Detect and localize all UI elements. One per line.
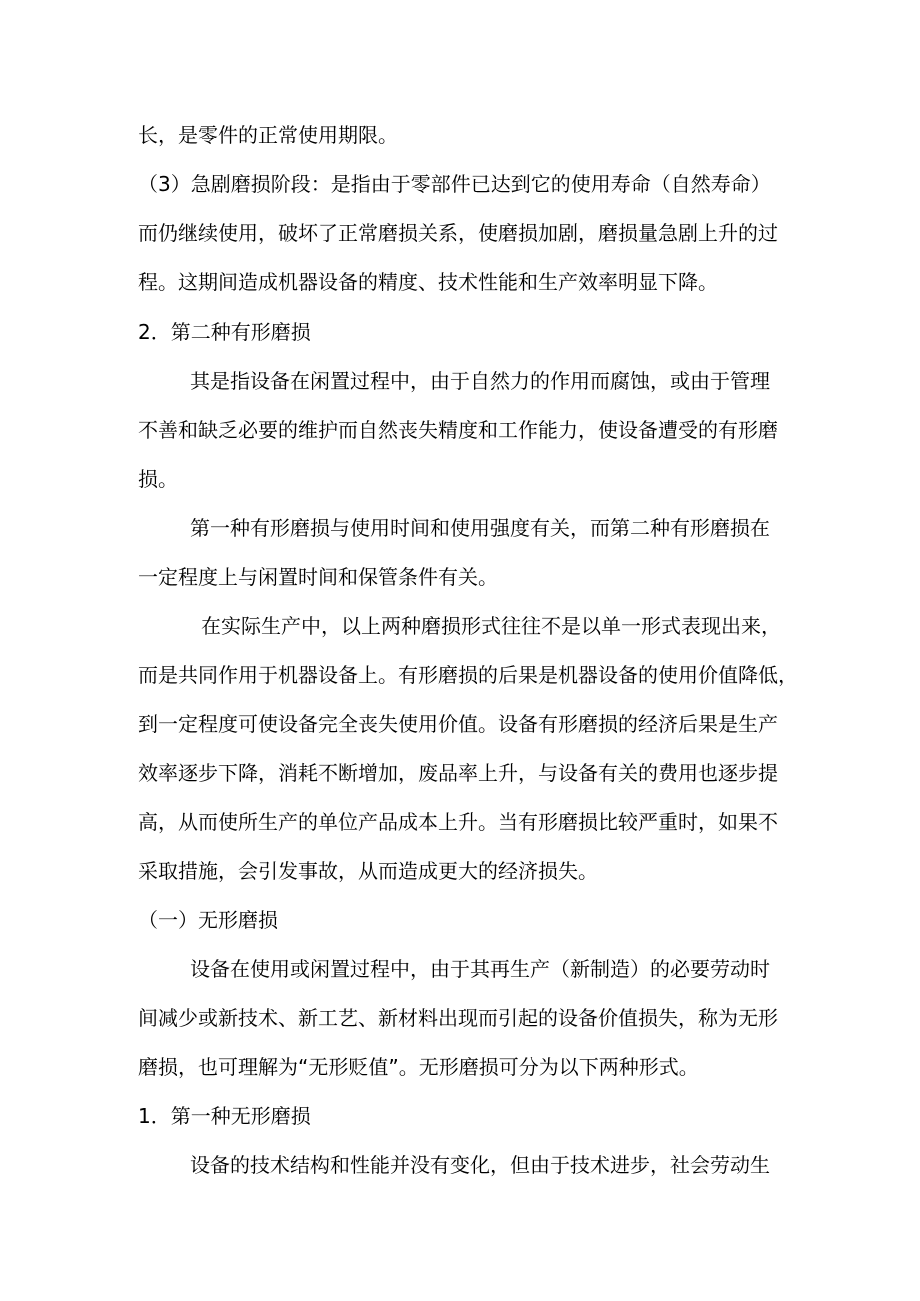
text-line: 不善和缺乏必要的维护而自然丧失精度和工作能力，使设备遭受的有形磨	[138, 418, 778, 442]
text-line: 采取措施，会引发事故，从而造成更大的经济损失。	[138, 859, 598, 883]
text-line: 其是指设备在闲置过程中，由于自然力的作用而腐蚀，或由于管理	[190, 369, 770, 393]
section-heading: 2．第二种有形磨损	[138, 320, 311, 344]
text-line: 而仍继续使用，破坏了正常磨损关系，使磨损加剧，磨损量急剧上升的过	[138, 221, 778, 245]
section-heading: 1．第一种无形磨损	[138, 1104, 311, 1128]
text-line: 设备的技术结构和性能并没有变化，但由于技术进步，社会劳动生	[190, 1153, 770, 1177]
text-line: 一定程度上与闲置时间和保管条件有关。	[138, 565, 498, 589]
text-line: 损。	[138, 467, 178, 491]
text-line: 磨损，也可理解为“无形贬值”。无形磨损可分为以下两种形式。	[138, 1055, 699, 1079]
section-heading: （一）无形磨损	[138, 908, 278, 932]
text-line: 长，是零件的正常使用期限。	[138, 123, 398, 147]
text-line: 第一种有形磨损与使用时间和使用强度有关，而第二种有形磨损在	[190, 516, 770, 540]
text-line: （3）急剧磨损阶段：是指由于零部件已达到它的使用寿命（自然寿命）	[138, 172, 771, 196]
text-line: 程。这期间造成机器设备的精度、技术性能和生产效率明显下降。	[138, 270, 718, 294]
text-line: 高，从而使所生产的单位产品成本上升。当有形磨损比较严重时，如果不	[138, 810, 778, 834]
text-line: 在实际生产中，以上两种磨损形式往往不是以单一形式表现出来，	[201, 614, 781, 638]
text-line: 设备在使用或闲置过程中，由于其再生产（新制造）的必要劳动时	[190, 957, 770, 981]
text-line: 而是共同作用于机器设备上。有形磨损的后果是机器设备的使用价值降低，	[138, 663, 798, 687]
text-line: 效率逐步下降，消耗不断增加，废品率上升，与设备有关的费用也逐步提	[138, 761, 778, 785]
text-line: 到一定程度可使设备完全丧失使用价值。设备有形磨损的经济后果是生产	[138, 712, 778, 736]
text-line: 间减少或新技术、新工艺、新材料出现而引起的设备价值损失，称为无形	[138, 1006, 778, 1030]
